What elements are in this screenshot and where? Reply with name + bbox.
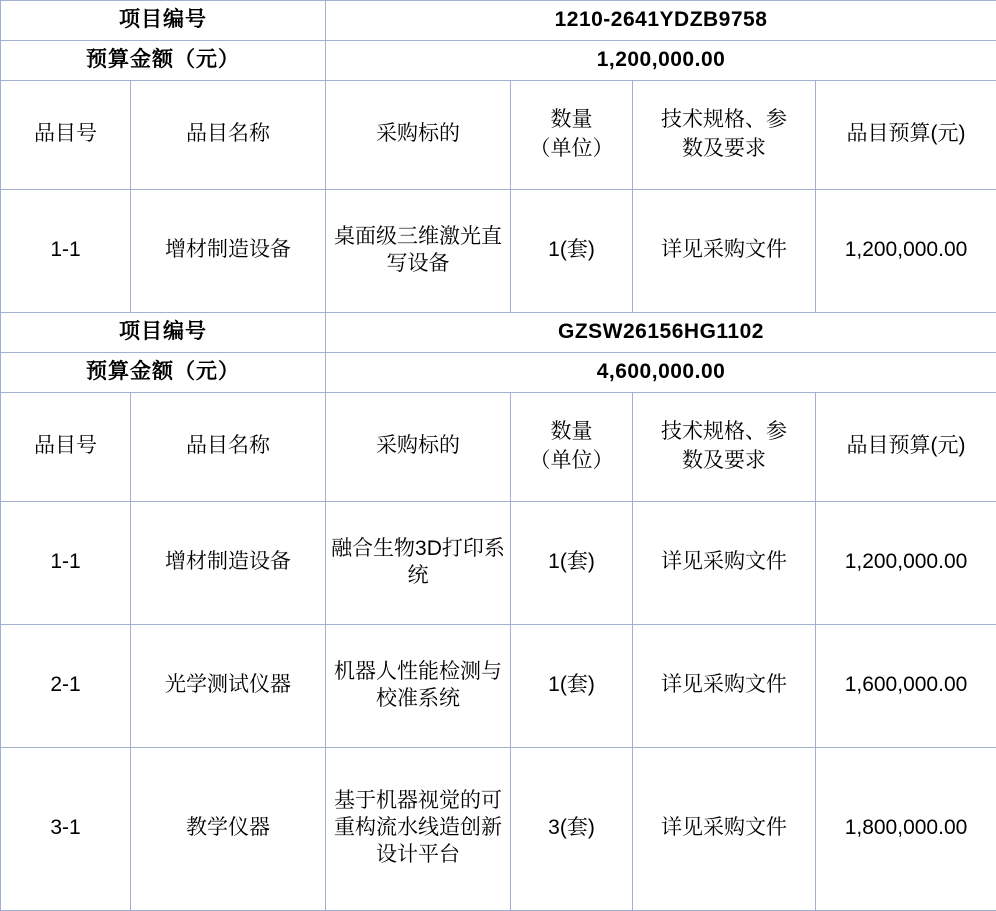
budget-value: 4,600,000.00 [326, 352, 996, 392]
col-header-quantity-line1: 数量 [515, 418, 628, 446]
budget-label: 预算金额（元） [1, 352, 326, 392]
cell-object: 基于机器视觉的可重构流水线造创新设计平台 [326, 747, 511, 910]
cell-object: 机器人性能检测与校准系统 [326, 624, 511, 747]
cell-quantity: 3(套) [511, 747, 633, 910]
budget-value: 1,200,000.00 [326, 40, 996, 80]
col-header-spec [633, 392, 816, 501]
cell-quantity: 1(套) [511, 189, 633, 312]
col-header-spec-line1: 技术规格、参 [637, 106, 811, 134]
cell-item-budget: 1,200,000.00 [816, 501, 996, 624]
table-row [1, 501, 996, 624]
cell-object: 融合生物3D打印系统 [326, 501, 511, 624]
table-row [1, 747, 996, 910]
cell-item-name: 光学测试仪器 [131, 624, 326, 747]
col-header-object: 采购标的 [326, 392, 511, 501]
cell-item-no: 2-1 [1, 624, 131, 747]
cell-quantity: 1(套) [511, 501, 633, 624]
table-row [1, 624, 996, 747]
project-no-value: 1210-2641YDZB9758 [326, 1, 996, 41]
cell-item-no: 1-1 [1, 189, 131, 312]
budget-label: 预算金额（元） [1, 40, 326, 80]
col-header-quantity-line2: （单位） [515, 447, 628, 475]
cell-spec: 详见采购文件 [633, 624, 816, 747]
budget-row [1, 352, 996, 392]
cell-spec: 详见采购文件 [633, 747, 816, 910]
col-header-item-budget: 品目预算(元) [816, 392, 996, 501]
col-header-quantity-line2: （单位） [515, 135, 628, 163]
column-header-row [1, 392, 996, 501]
col-header-item-budget: 品目预算(元) [816, 80, 996, 189]
project-no-label: 项目编号 [1, 312, 326, 352]
col-header-item-name: 品目名称 [131, 80, 326, 189]
cell-item-no: 1-1 [1, 501, 131, 624]
cell-spec: 详见采购文件 [633, 189, 816, 312]
col-header-spec-line2: 数及要求 [637, 135, 811, 163]
col-header-item-no: 品目号 [1, 392, 131, 501]
col-header-spec-line1: 技术规格、参 [637, 418, 811, 446]
cell-item-no: 3-1 [1, 747, 131, 910]
cell-item-name: 增材制造设备 [131, 189, 326, 312]
project-no-label: 项目编号 [1, 1, 326, 41]
column-header-row [1, 80, 996, 189]
col-header-spec-line2: 数及要求 [637, 447, 811, 475]
project-no-value: GZSW26156HG1102 [326, 312, 996, 352]
col-header-object: 采购标的 [326, 80, 511, 189]
col-header-item-no: 品目号 [1, 80, 131, 189]
cell-item-budget: 1,800,000.00 [816, 747, 996, 910]
cell-item-budget: 1,200,000.00 [816, 189, 996, 312]
cell-spec: 详见采购文件 [633, 501, 816, 624]
col-header-item-name: 品目名称 [131, 392, 326, 501]
cell-object: 桌面级三维激光直写设备 [326, 189, 511, 312]
col-header-quantity [511, 80, 633, 189]
cell-item-name: 教学仪器 [131, 747, 326, 910]
col-header-quantity [511, 392, 633, 501]
cell-item-budget: 1,600,000.00 [816, 624, 996, 747]
cell-quantity: 1(套) [511, 624, 633, 747]
project-no-row [1, 1, 996, 41]
cell-item-name: 增材制造设备 [131, 501, 326, 624]
project-no-row [1, 312, 996, 352]
table-row [1, 189, 996, 312]
col-header-quantity-line1: 数量 [515, 106, 628, 134]
col-header-spec [633, 80, 816, 189]
budget-row [1, 40, 996, 80]
